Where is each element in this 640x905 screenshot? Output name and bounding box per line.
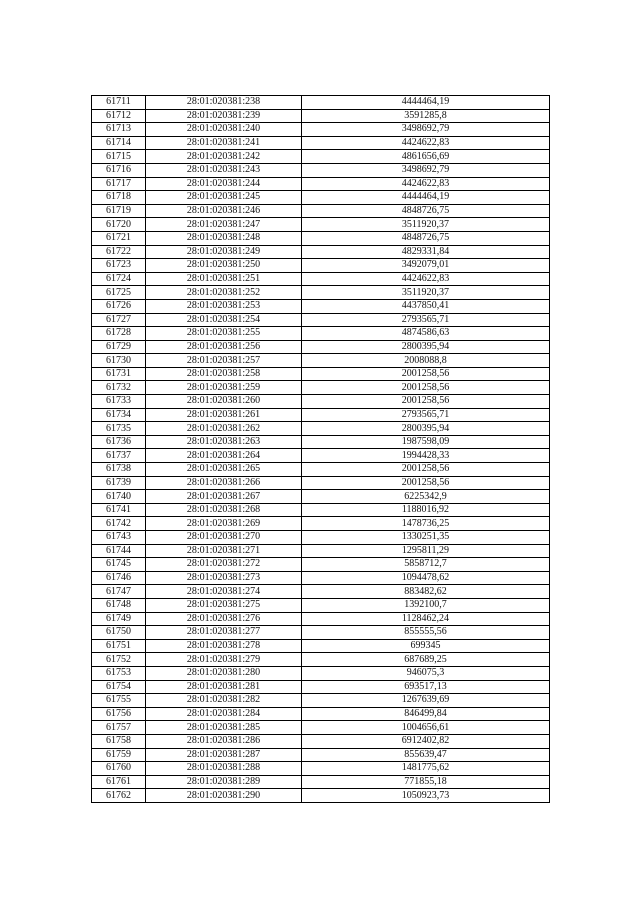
cadastral-number-cell: 28:01:020381:256 <box>146 340 302 354</box>
table-row <box>92 612 550 626</box>
table-body <box>92 96 550 803</box>
cadastral-number-cell: 28:01:020381:252 <box>146 286 302 300</box>
table-row <box>92 789 550 803</box>
cadastral-value-cell: 4424622,83 <box>302 177 550 191</box>
table-row <box>92 381 550 395</box>
cadastral-value-cell: 2793565,71 <box>302 408 550 422</box>
cadastral-value-cell: 855639,47 <box>302 748 550 762</box>
table-row <box>92 123 550 137</box>
row-number-cell: 61724 <box>92 272 146 286</box>
row-number-cell: 61722 <box>92 245 146 259</box>
cadastral-value-cell: 3498692,79 <box>302 123 550 137</box>
cadastral-value-cell: 2001258,56 <box>302 381 550 395</box>
table-row <box>92 653 550 667</box>
cadastral-number-cell: 28:01:020381:272 <box>146 558 302 572</box>
table-row <box>92 150 550 164</box>
cadastral-number-cell: 28:01:020381:277 <box>146 626 302 640</box>
cadastral-value-cell: 4848726,75 <box>302 231 550 245</box>
cadastral-number-cell: 28:01:020381:268 <box>146 503 302 517</box>
cadastral-number-cell: 28:01:020381:239 <box>146 109 302 123</box>
row-number-cell: 61714 <box>92 136 146 150</box>
table-row <box>92 517 550 531</box>
cadastral-value-cell: 687689,25 <box>302 653 550 667</box>
cadastral-value-cell: 2001258,56 <box>302 463 550 477</box>
row-number-cell: 61735 <box>92 422 146 436</box>
cadastral-value-cell: 2001258,56 <box>302 367 550 381</box>
cadastral-number-cell: 28:01:020381:264 <box>146 449 302 463</box>
row-number-cell: 61759 <box>92 748 146 762</box>
cadastral-number-cell: 28:01:020381:244 <box>146 177 302 191</box>
cadastral-number-cell: 28:01:020381:267 <box>146 490 302 504</box>
cadastral-number-cell: 28:01:020381:254 <box>146 313 302 327</box>
table-row <box>92 136 550 150</box>
cadastral-value-cell: 3492079,01 <box>302 259 550 273</box>
table-row <box>92 191 550 205</box>
cadastral-number-cell: 28:01:020381:249 <box>146 245 302 259</box>
table-row <box>92 503 550 517</box>
row-number-cell: 61756 <box>92 707 146 721</box>
cadastral-number-cell: 28:01:020381:250 <box>146 259 302 273</box>
row-number-cell: 61744 <box>92 544 146 558</box>
cadastral-number-cell: 28:01:020381:288 <box>146 762 302 776</box>
cadastral-number-cell: 28:01:020381:273 <box>146 571 302 585</box>
table-row <box>92 626 550 640</box>
table-row <box>92 313 550 327</box>
table-row <box>92 639 550 653</box>
cadastral-number-cell: 28:01:020381:276 <box>146 612 302 626</box>
cadastral-value-cell: 6225342,9 <box>302 490 550 504</box>
cadastral-number-cell: 28:01:020381:261 <box>146 408 302 422</box>
row-number-cell: 61721 <box>92 231 146 245</box>
cadastral-value-cell: 6912402,82 <box>302 734 550 748</box>
row-number-cell: 61736 <box>92 435 146 449</box>
cadastral-value-cell: 1267639,69 <box>302 694 550 708</box>
cadastral-value-cell: 4444464,19 <box>302 96 550 110</box>
cadastral-number-cell: 28:01:020381:246 <box>146 204 302 218</box>
row-number-cell: 61712 <box>92 109 146 123</box>
cadastral-number-cell: 28:01:020381:285 <box>146 721 302 735</box>
row-number-cell: 61739 <box>92 476 146 490</box>
row-number-cell: 61758 <box>92 734 146 748</box>
cadastral-value-cell: 2001258,56 <box>302 476 550 490</box>
cadastral-value-cell: 693517,13 <box>302 680 550 694</box>
cadastral-value-cell: 1478736,25 <box>302 517 550 531</box>
cadastral-number-cell: 28:01:020381:240 <box>146 123 302 137</box>
table-row <box>92 286 550 300</box>
table-row <box>92 666 550 680</box>
cadastral-value-cell: 1094478,62 <box>302 571 550 585</box>
table-row <box>92 109 550 123</box>
cadastral-number-cell: 28:01:020381:242 <box>146 150 302 164</box>
cadastral-number-cell: 28:01:020381:290 <box>146 789 302 803</box>
table-row <box>92 707 550 721</box>
cadastral-value-cell: 1994428,33 <box>302 449 550 463</box>
cadastral-value-cell: 3511920,37 <box>302 286 550 300</box>
cadastral-number-cell: 28:01:020381:260 <box>146 395 302 409</box>
row-number-cell: 61740 <box>92 490 146 504</box>
table-row <box>92 490 550 504</box>
row-number-cell: 61732 <box>92 381 146 395</box>
row-number-cell: 61757 <box>92 721 146 735</box>
cadastral-number-cell: 28:01:020381:269 <box>146 517 302 531</box>
table-row <box>92 177 550 191</box>
cadastral-value-cell: 2001258,56 <box>302 395 550 409</box>
table-row <box>92 395 550 409</box>
cadastral-value-cell: 4424622,83 <box>302 136 550 150</box>
cadastral-value-cell: 4829331,84 <box>302 245 550 259</box>
table-row <box>92 218 550 232</box>
cadastral-value-cell: 5858712,7 <box>302 558 550 572</box>
row-number-cell: 61711 <box>92 96 146 110</box>
row-number-cell: 61733 <box>92 395 146 409</box>
table-row <box>92 408 550 422</box>
table-row <box>92 734 550 748</box>
cadastral-number-cell: 28:01:020381:287 <box>146 748 302 762</box>
row-number-cell: 61729 <box>92 340 146 354</box>
row-number-cell: 61747 <box>92 585 146 599</box>
cadastral-value-cell: 4444464,19 <box>302 191 550 205</box>
table-row <box>92 598 550 612</box>
row-number-cell: 61749 <box>92 612 146 626</box>
cadastral-number-cell: 28:01:020381:282 <box>146 694 302 708</box>
cadastral-value-cell: 1128462,24 <box>302 612 550 626</box>
table-row <box>92 449 550 463</box>
row-number-cell: 61761 <box>92 775 146 789</box>
row-number-cell: 61738 <box>92 463 146 477</box>
table-row <box>92 558 550 572</box>
table-row <box>92 748 550 762</box>
table-row <box>92 245 550 259</box>
row-number-cell: 61719 <box>92 204 146 218</box>
table-row <box>92 721 550 735</box>
table-row <box>92 272 550 286</box>
row-number-cell: 61718 <box>92 191 146 205</box>
row-number-cell: 61762 <box>92 789 146 803</box>
cadastral-value-cell: 1295811,29 <box>302 544 550 558</box>
cadastral-number-cell: 28:01:020381:248 <box>146 231 302 245</box>
cadastral-value-cell: 1481775,62 <box>302 762 550 776</box>
cadastral-value-cell: 1188016,92 <box>302 503 550 517</box>
row-number-cell: 61743 <box>92 531 146 545</box>
table-row <box>92 299 550 313</box>
table-row <box>92 422 550 436</box>
cadastral-number-cell: 28:01:020381:265 <box>146 463 302 477</box>
cadastral-number-cell: 28:01:020381:251 <box>146 272 302 286</box>
row-number-cell: 61741 <box>92 503 146 517</box>
cadastral-value-cell: 846499,84 <box>302 707 550 721</box>
cadastral-number-cell: 28:01:020381:271 <box>146 544 302 558</box>
cadastral-number-cell: 28:01:020381:238 <box>146 96 302 110</box>
row-number-cell: 61726 <box>92 299 146 313</box>
cadastral-value-cell: 4424622,83 <box>302 272 550 286</box>
row-number-cell: 61737 <box>92 449 146 463</box>
table-row <box>92 775 550 789</box>
row-number-cell: 61753 <box>92 666 146 680</box>
cadastral-number-cell: 28:01:020381:253 <box>146 299 302 313</box>
cadastral-number-cell: 28:01:020381:255 <box>146 327 302 341</box>
row-number-cell: 61725 <box>92 286 146 300</box>
row-number-cell: 61760 <box>92 762 146 776</box>
cadastral-value-cell: 2800395,94 <box>302 340 550 354</box>
cadastral-value-cell: 1392100,7 <box>302 598 550 612</box>
cadastral-value-cell: 2793565,71 <box>302 313 550 327</box>
cadastral-value-cell: 699345 <box>302 639 550 653</box>
cadastral-value-cell: 3498692,79 <box>302 163 550 177</box>
table-row <box>92 463 550 477</box>
cadastral-number-cell: 28:01:020381:286 <box>146 734 302 748</box>
cadastral-value-cell: 883482,62 <box>302 585 550 599</box>
cadastral-value-table <box>91 95 550 803</box>
cadastral-number-cell: 28:01:020381:279 <box>146 653 302 667</box>
cadastral-value-cell: 946075,3 <box>302 666 550 680</box>
cadastral-number-cell: 28:01:020381:289 <box>146 775 302 789</box>
table-row <box>92 476 550 490</box>
row-number-cell: 61720 <box>92 218 146 232</box>
row-number-cell: 61727 <box>92 313 146 327</box>
cadastral-number-cell: 28:01:020381:247 <box>146 218 302 232</box>
cadastral-value-cell: 1330251,35 <box>302 531 550 545</box>
table-row <box>92 367 550 381</box>
row-number-cell: 61716 <box>92 163 146 177</box>
cadastral-value-cell: 1004656,61 <box>302 721 550 735</box>
row-number-cell: 61742 <box>92 517 146 531</box>
cadastral-number-cell: 28:01:020381:280 <box>146 666 302 680</box>
row-number-cell: 61717 <box>92 177 146 191</box>
cadastral-number-cell: 28:01:020381:258 <box>146 367 302 381</box>
cadastral-number-cell: 28:01:020381:266 <box>146 476 302 490</box>
table-row <box>92 231 550 245</box>
row-number-cell: 61713 <box>92 123 146 137</box>
cadastral-number-cell: 28:01:020381:278 <box>146 639 302 653</box>
row-number-cell: 61734 <box>92 408 146 422</box>
cadastral-number-cell: 28:01:020381:284 <box>146 707 302 721</box>
cadastral-value-cell: 855555,56 <box>302 626 550 640</box>
cadastral-number-cell: 28:01:020381:245 <box>146 191 302 205</box>
table-row <box>92 340 550 354</box>
table-row <box>92 204 550 218</box>
cadastral-value-cell: 1050923,73 <box>302 789 550 803</box>
table-row <box>92 96 550 110</box>
table-row <box>92 531 550 545</box>
cadastral-number-cell: 28:01:020381:275 <box>146 598 302 612</box>
cadastral-number-cell: 28:01:020381:263 <box>146 435 302 449</box>
row-number-cell: 61728 <box>92 327 146 341</box>
cadastral-number-cell: 28:01:020381:259 <box>146 381 302 395</box>
table-row <box>92 694 550 708</box>
cadastral-value-cell: 4861656,69 <box>302 150 550 164</box>
table-row <box>92 163 550 177</box>
table-row <box>92 435 550 449</box>
cadastral-value-cell: 2800395,94 <box>302 422 550 436</box>
row-number-cell: 61755 <box>92 694 146 708</box>
row-number-cell: 61745 <box>92 558 146 572</box>
cadastral-number-cell: 28:01:020381:270 <box>146 531 302 545</box>
cadastral-value-cell: 3591285,8 <box>302 109 550 123</box>
row-number-cell: 61748 <box>92 598 146 612</box>
row-number-cell: 61730 <box>92 354 146 368</box>
table-row <box>92 327 550 341</box>
cadastral-number-cell: 28:01:020381:241 <box>146 136 302 150</box>
row-number-cell: 61723 <box>92 259 146 273</box>
table-row <box>92 544 550 558</box>
row-number-cell: 61746 <box>92 571 146 585</box>
cadastral-value-cell: 3511920,37 <box>302 218 550 232</box>
cadastral-value-cell: 1987598,09 <box>302 435 550 449</box>
cadastral-value-cell: 4874586,63 <box>302 327 550 341</box>
table-row <box>92 354 550 368</box>
table-row <box>92 259 550 273</box>
table-row <box>92 571 550 585</box>
cadastral-value-cell: 4437850,41 <box>302 299 550 313</box>
row-number-cell: 61754 <box>92 680 146 694</box>
cadastral-number-cell: 28:01:020381:262 <box>146 422 302 436</box>
row-number-cell: 61750 <box>92 626 146 640</box>
cadastral-value-cell: 2008088,8 <box>302 354 550 368</box>
row-number-cell: 61751 <box>92 639 146 653</box>
table-row <box>92 762 550 776</box>
cadastral-number-cell: 28:01:020381:281 <box>146 680 302 694</box>
row-number-cell: 61752 <box>92 653 146 667</box>
cadastral-number-cell: 28:01:020381:274 <box>146 585 302 599</box>
cadastral-value-cell: 771855,18 <box>302 775 550 789</box>
table-row <box>92 585 550 599</box>
cadastral-value-cell: 4848726,75 <box>302 204 550 218</box>
table-row <box>92 680 550 694</box>
row-number-cell: 61731 <box>92 367 146 381</box>
row-number-cell: 61715 <box>92 150 146 164</box>
cadastral-number-cell: 28:01:020381:243 <box>146 163 302 177</box>
cadastral-number-cell: 28:01:020381:257 <box>146 354 302 368</box>
